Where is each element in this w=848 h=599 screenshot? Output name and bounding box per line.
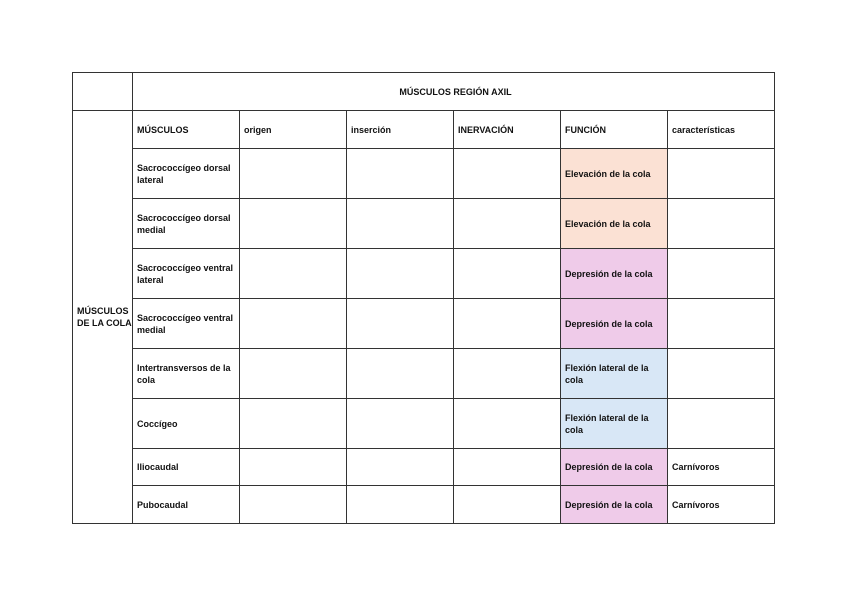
- inervacion-cell: [454, 299, 561, 349]
- insercion-cell: [347, 299, 454, 349]
- inervacion-cell: [454, 149, 561, 199]
- header-origen: origen: [240, 111, 347, 149]
- inervacion-cell: [454, 349, 561, 399]
- table-row: [73, 449, 775, 486]
- insercion-cell: [347, 199, 454, 249]
- funcion-cell: Depresión de la cola: [561, 249, 668, 299]
- muscles-table: [72, 72, 775, 524]
- header-inervacion: INERVACIÓN: [454, 111, 561, 149]
- origen-cell: [240, 199, 347, 249]
- table-row: [73, 349, 775, 399]
- insercion-cell: [347, 449, 454, 486]
- origen-cell: [240, 249, 347, 299]
- table-row: [73, 399, 775, 449]
- muscle-cell: Sacrococcígeo dorsal lateral: [133, 149, 240, 199]
- inervacion-cell: [454, 399, 561, 449]
- funcion-cell: Elevación de la cola: [561, 199, 668, 249]
- inervacion-cell: [454, 249, 561, 299]
- header-funcion: FUNCIÓN: [561, 111, 668, 149]
- muscle-cell: Sacrococcígeo ventral medial: [133, 299, 240, 349]
- origen-cell: [240, 449, 347, 486]
- inervacion-cell: [454, 449, 561, 486]
- caracteristicas-cell: Carnívoros: [668, 486, 775, 524]
- funcion-cell: Depresión de la cola: [561, 449, 668, 486]
- muscle-cell: Coccígeo: [133, 399, 240, 449]
- insercion-cell: [347, 249, 454, 299]
- origen-cell: [240, 299, 347, 349]
- funcion-cell: Flexión lateral de la cola: [561, 349, 668, 399]
- group-label: MÚSCULOS DE LA COLA: [73, 111, 133, 524]
- table-row: [73, 199, 775, 249]
- funcion-cell: Elevación de la cola: [561, 149, 668, 199]
- header-caracteristicas: características: [668, 111, 775, 149]
- muscle-cell: Sacrococcígeo ventral lateral: [133, 249, 240, 299]
- caracteristicas-cell: [668, 149, 775, 199]
- region-title: MÚSCULOS REGIÓN AXIL: [133, 73, 775, 111]
- insercion-cell: [347, 349, 454, 399]
- table-row: [73, 149, 775, 199]
- funcion-cell: Flexión lateral de la cola: [561, 399, 668, 449]
- table-row: [73, 486, 775, 524]
- caracteristicas-cell: [668, 249, 775, 299]
- insercion-cell: [347, 149, 454, 199]
- funcion-cell: Depresión de la cola: [561, 299, 668, 349]
- insercion-cell: [347, 399, 454, 449]
- caracteristicas-cell: [668, 199, 775, 249]
- inervacion-cell: [454, 486, 561, 524]
- inervacion-cell: [454, 199, 561, 249]
- header-insercion: inserción: [347, 111, 454, 149]
- origen-cell: [240, 149, 347, 199]
- origen-cell: [240, 399, 347, 449]
- caracteristicas-cell: Carnívoros: [668, 449, 775, 486]
- header-musculos: MÚSCULOS: [133, 111, 240, 149]
- muscle-cell: Iliocaudal: [133, 449, 240, 486]
- muscle-cell: Pubocaudal: [133, 486, 240, 524]
- origen-cell: [240, 486, 347, 524]
- caracteristicas-cell: [668, 299, 775, 349]
- caracteristicas-cell: [668, 349, 775, 399]
- insercion-cell: [347, 486, 454, 524]
- muscle-cell: Sacrococcígeo dorsal medial: [133, 199, 240, 249]
- origen-cell: [240, 349, 347, 399]
- table-row: [73, 299, 775, 349]
- muscle-cell: Intertransversos de la cola: [133, 349, 240, 399]
- caracteristicas-cell: [668, 399, 775, 449]
- corner-cell: [73, 73, 133, 111]
- table-row: [73, 249, 775, 299]
- funcion-cell: Depresión de la cola: [561, 486, 668, 524]
